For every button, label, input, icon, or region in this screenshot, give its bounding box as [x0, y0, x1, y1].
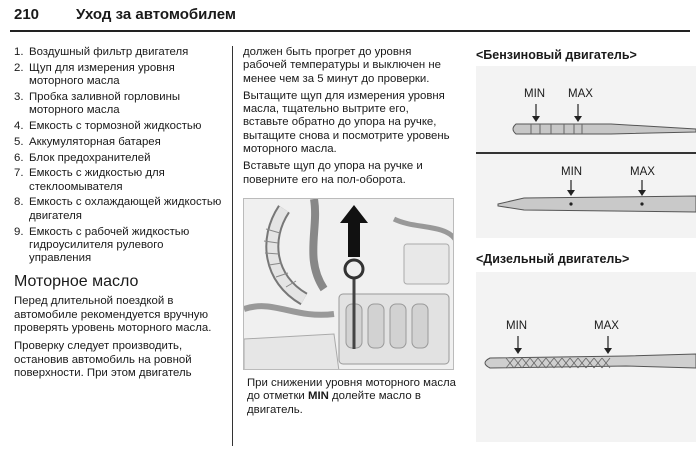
section-title: Моторное масло — [14, 273, 139, 291]
min-mark-text: MIN — [307, 390, 329, 403]
components-list — [14, 46, 226, 265]
petrol-dipstick-panel-2 — [476, 154, 696, 238]
list-item: 1. Воздушный фильтр двигателя — [14, 46, 189, 58]
diesel-engine-heading: <Дизельный двигатель> — [476, 252, 630, 266]
middle-column — [243, 46, 455, 191]
engine-bay-drawing — [244, 199, 454, 370]
diesel-dipstick-drawing — [476, 272, 696, 442]
min-label: MIN — [506, 320, 528, 332]
min-label: MIN — [524, 88, 546, 100]
list-item: 3. Пробка заливной горловины моторного масла — [14, 90, 181, 117]
left-column — [14, 46, 226, 385]
paragraph: должен быть прогрет до уровня рабочей температуры и выключен не менее чем за 5 минут до проверки. — [243, 46, 442, 85]
engine-illustration — [243, 198, 454, 370]
list-item: 9. Емкость с рабочей жидкостью гидроусилителя рулевого управления — [14, 225, 190, 265]
max-label: MAX — [568, 88, 593, 100]
max-label: MAX — [630, 166, 655, 178]
figure-caption: При снижении уровня моторного масла до отметки MIN долейте масло в двигатель. — [247, 377, 456, 416]
max-label: MAX — [594, 320, 619, 332]
list-item: 6. Блок предохранителей — [14, 151, 151, 164]
petrol-dipstick-panel-1 — [476, 66, 696, 152]
column-divider — [232, 46, 233, 446]
list-item: 4. Емкость с тормозной жидкостью — [14, 119, 202, 132]
diesel-dipstick-panel — [476, 272, 696, 442]
paragraph: Перед длительной поездкой в автомобиле рекомендуется вручную проверять уровень моторного масла. — [14, 295, 212, 335]
petrol-dipstick-drawing-2 — [476, 154, 696, 238]
page-number: 210 — [14, 6, 40, 23]
header-rule — [10, 30, 690, 32]
page-title: Уход за автомобилем — [76, 6, 236, 23]
page-header — [0, 0, 700, 30]
list-item: 7. Емкость с жидкостью для стеклоомывателя — [14, 167, 165, 193]
paragraph: Вставьте щуп до упора на ручке и поверните его на пол-оборота. — [243, 160, 423, 186]
paragraph: Проверку следует производить, остановив автомобиль на ровной поверхности. При этом двигатель — [14, 340, 192, 379]
list-item: 2. Щуп для измерения уровня моторного масла — [14, 61, 175, 88]
petrol-dipstick-drawing-1 — [476, 66, 696, 152]
list-item: 5. Аккумуляторная батарея — [14, 135, 161, 148]
list-item: 8. Емкость с охлаждающей жидкостью двигателя — [14, 196, 222, 222]
min-label: MIN — [561, 166, 583, 178]
paragraph: Вытащите щуп для измерения уровня масла, тщательно вытрите его, вставьте обратно до упора на ручке, вытащите снова и посмотрите уровень моторного масла. — [243, 89, 450, 156]
petrol-engine-heading: <Бензиновый двигатель> — [476, 48, 637, 62]
